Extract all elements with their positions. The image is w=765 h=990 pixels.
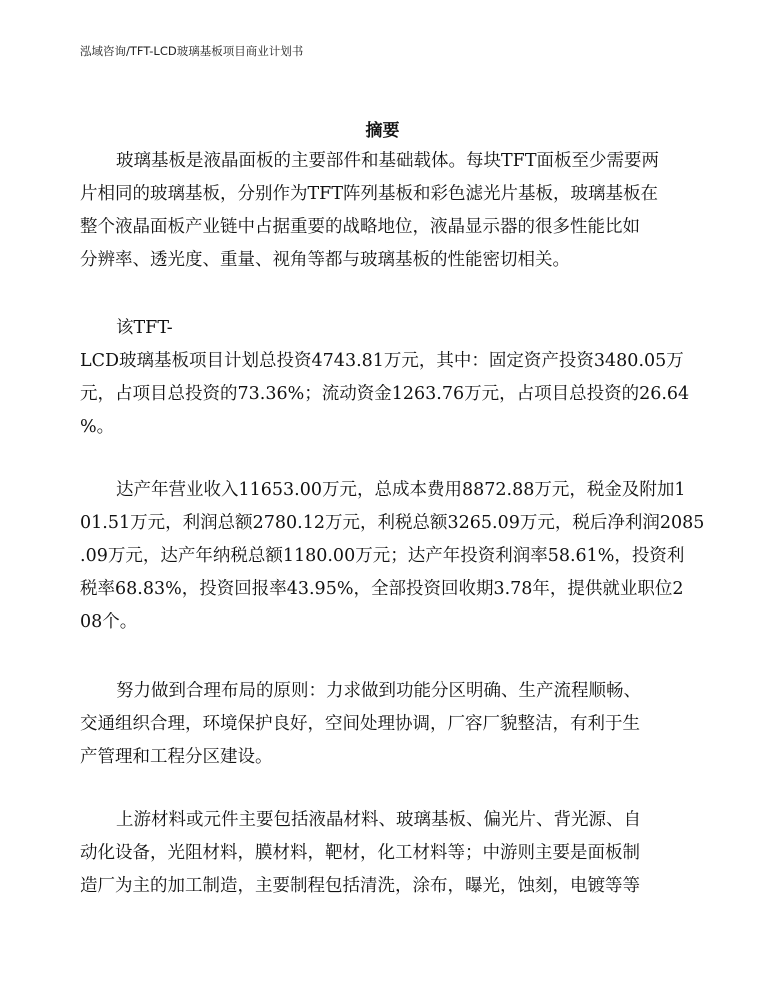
paragraph-line: 01.51万元，利润总额2780.12万元，利税总额3265.09万元，税后净利润2085: [80, 513, 705, 533]
paragraph-line: 税率68.83%，投资回报率43.95%，全部投资回收期3.78年，提供就业职位2: [80, 579, 684, 599]
paragraph-line: 动化设备，光阻材料，膜材料，靶材，化工材料等；中游则主要是面板制: [80, 843, 640, 863]
paragraph-line: 片相同的玻璃基板，分别作为TFT阵列基板和彩色滤光片基板，玻璃基板在: [80, 184, 658, 204]
paragraph-line: 08个。: [80, 612, 138, 632]
page-header: 泓域咨询/TFT-LCD玻璃基板项目商业计划书: [80, 44, 304, 58]
paragraph-line: .09万元，达产年纳税总额1180.00万元；达产年投资利润率58.61%，投资利: [80, 546, 685, 566]
paragraph-line: 该TFT-: [116, 318, 173, 338]
page-title: 摘要: [365, 121, 400, 141]
paragraph-revenue: [80, 474, 705, 639]
paragraph-line: 上游材料或元件主要包括液晶材料、玻璃基板、偏光片、背光源、自: [116, 810, 641, 830]
paragraph-line: 努力做到合理布局的原则：力求做到功能分区明确、生产流程顺畅、: [116, 681, 641, 701]
paragraph-line: 元，占项目总投资的73.36%；流动资金1263.76万元，占项目总投资的26.64: [80, 384, 690, 404]
paragraph-line: 玻璃基板是液晶面板的主要部件和基础载体。每块TFT面板至少需要两: [116, 151, 659, 171]
paragraph-upstream: [80, 804, 690, 903]
paragraph-investment: [80, 312, 690, 444]
paragraph-line: LCD玻璃基板项目计划总投资4743.81万元，其中：固定资产投资3480.05万: [80, 351, 684, 371]
paragraph-layout: [80, 675, 690, 774]
paragraph-intro: [80, 145, 690, 277]
paragraph-line: %。: [80, 417, 115, 437]
paragraph-line: 达产年营业收入11653.00万元，总成本费用8872.88万元，税金及附加1: [116, 480, 686, 500]
paragraph-line: 造厂为主的加工制造，主要制程包括清洗，涂布，曝光，蚀刻，电镀等等: [80, 876, 640, 896]
paragraph-line: 分辨率、透光度、重量、视角等都与玻璃基板的性能密切相关。: [80, 250, 570, 270]
paragraph-line: 产管理和工程分区建设。: [80, 747, 273, 767]
paragraph-line: 整个液晶面板产业链中占据重要的战略地位，液晶显示器的很多性能比如: [80, 217, 640, 237]
paragraph-line: 交通组织合理，环境保护良好，空间处理协调，厂容厂貌整洁，有利于生: [80, 714, 640, 734]
